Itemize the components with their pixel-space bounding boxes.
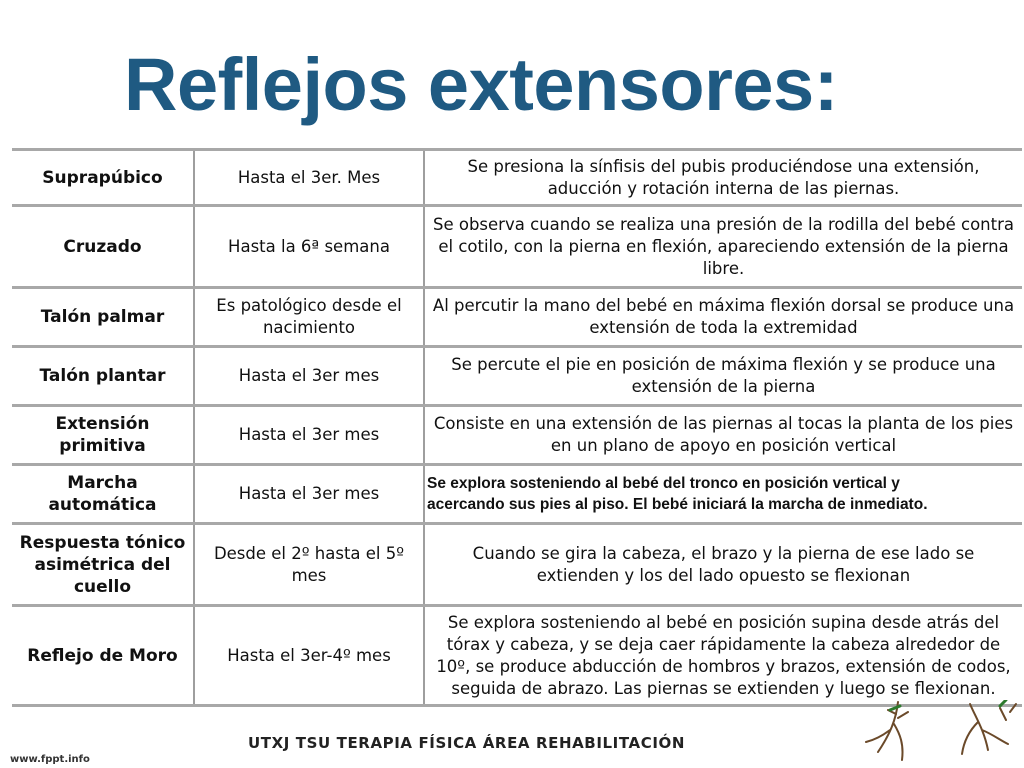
table-row	[12, 524, 1022, 606]
reflex-name: Reflejo de Moro	[12, 606, 194, 706]
website-link[interactable]: www.fppt.info	[10, 754, 90, 765]
reflex-age: Hasta la 6ª semana	[194, 206, 424, 288]
reflex-description: Se presiona la sínfisis del pubis produciéndose una extensión, aducción y rotación interna de las piernas.	[424, 150, 1022, 206]
reflex-age: Hasta el 3er mes	[194, 465, 424, 524]
reflex-description	[424, 465, 1022, 524]
slide-title: Reflejos extensores:	[124, 43, 838, 126]
reflex-description: Consiste en una extensión de las piernas al tocas la planta de los pies en un plano de apoyo en posición vertical	[424, 406, 1022, 465]
reflex-name: Extensión primitiva	[12, 406, 194, 465]
reflex-description: Se explora sosteniendo al bebé en posición supina desde atrás del tórax y cabeza, y se deja caer rápidamente la cabeza alrededor de 10º, se produce abducción de hombros y brazos, extensión de codos, seguida de abrazo. Las piernas se extienden y luego se flexionan.	[424, 606, 1022, 706]
description-line: Se explora sosteniendo al bebé del tronco en posición vertical y	[427, 475, 900, 492]
roots-decoration-icon	[860, 700, 1024, 768]
reflexes-table-wrapper	[12, 148, 1022, 705]
reflex-description: Se observa cuando se realiza una presión de la rodilla del bebé contra el cotilo, con la pierna en flexión, apareciendo extensión de la pierna libre.	[424, 206, 1022, 288]
reflex-age: Desde el 2º hasta el 5º mes	[194, 524, 424, 606]
reflex-name: Suprapúbico	[12, 150, 194, 206]
reflexes-table	[12, 148, 1022, 707]
table-row	[12, 150, 1022, 206]
reflex-description: Cuando se gira la cabeza, el brazo y la pierna de ese lado se extienden y los del lado opuesto se flexionan	[424, 524, 1022, 606]
reflex-age: Hasta el 3er mes	[194, 406, 424, 465]
reflex-name: Talón plantar	[12, 347, 194, 406]
footer-text: UTXJ TSU TERAPIA FÍSICA ÁREA REHABILITACIÓN	[248, 734, 686, 752]
table-row	[12, 406, 1022, 465]
reflex-age: Es patológico desde el nacimiento	[194, 288, 424, 347]
reflex-name: Talón palmar	[12, 288, 194, 347]
table-row	[12, 288, 1022, 347]
reflex-description: Se percute el pie en posición de máxima flexión y se produce una extensión de la pierna	[424, 347, 1022, 406]
reflex-name: Cruzado	[12, 206, 194, 288]
reflex-description: Al percutir la mano del bebé en máxima flexión dorsal se produce una extensión de toda la extremidad	[424, 288, 1022, 347]
reflex-age: Hasta el 3er. Mes	[194, 150, 424, 206]
reflex-name: Respuesta tónico asimétrica del cuello	[12, 524, 194, 606]
reflex-name: Marcha automática	[12, 465, 194, 524]
description-line: acercando sus pies al piso. El bebé iniciará la marcha de inmediato.	[427, 496, 928, 513]
table-row	[12, 347, 1022, 406]
table-row	[12, 465, 1022, 524]
table-row	[12, 206, 1022, 288]
reflex-age: Hasta el 3er-4º mes	[194, 606, 424, 706]
reflex-age: Hasta el 3er mes	[194, 347, 424, 406]
table-row	[12, 606, 1022, 706]
